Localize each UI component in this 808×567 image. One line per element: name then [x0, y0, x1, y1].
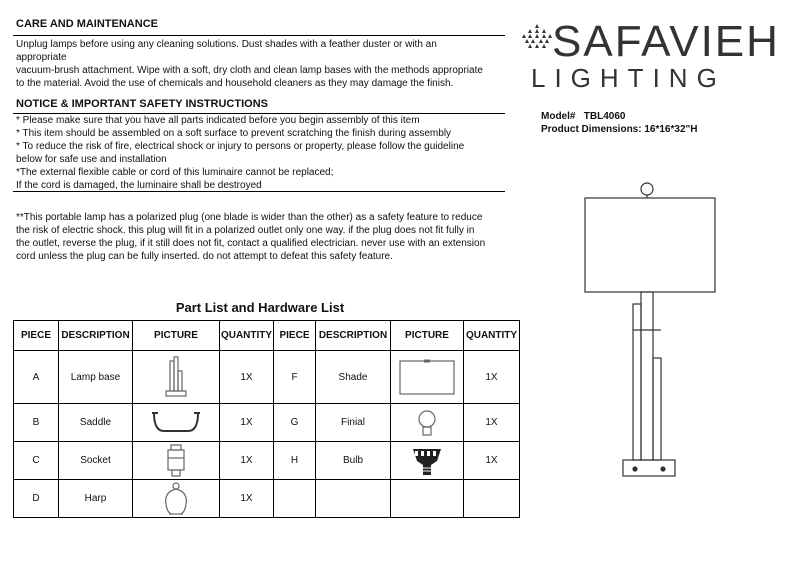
- bulb-icon: [410, 445, 444, 477]
- parts-table: [13, 320, 520, 518]
- plug-line: the risk of electric shock. this plug will fit in a polarized outlet only one way. if the plug does not fit fully in: [16, 225, 475, 236]
- care-line: to the material. Avoid the use of chemicals and household cleaners as they may damage the finish.: [16, 78, 454, 89]
- piece-cell: D: [14, 480, 59, 518]
- safety-line: *The external flexible cable or cord of this luminaire cannot be replaced;: [16, 167, 334, 178]
- safety-text: [16, 114, 464, 192]
- plug-line: the outlet, reverse the plug, if it still does not fit, contact a qualified electrician. never use with an extension: [16, 238, 486, 249]
- piece-cell: [274, 480, 316, 518]
- quantity-cell: 1X: [220, 404, 274, 442]
- picture-cell: [391, 480, 464, 518]
- description-cell: Saddle: [59, 404, 133, 442]
- table-row: [14, 480, 520, 518]
- lamp-drawing: [575, 180, 725, 480]
- table-header-row: [14, 321, 520, 351]
- col-header: QUANTITY: [220, 321, 274, 351]
- picture-cell: [133, 351, 220, 404]
- piece-cell: B: [14, 404, 59, 442]
- description-cell: [316, 480, 391, 518]
- picture-cell: [133, 404, 220, 442]
- col-header: PIECE: [274, 321, 316, 351]
- description-cell: Bulb: [316, 442, 391, 480]
- col-header: PIECE: [14, 321, 59, 351]
- model-label: Model#: [541, 111, 576, 122]
- col-header: PICTURE: [391, 321, 464, 351]
- harp-icon: [161, 482, 191, 516]
- description-cell: Lamp base: [59, 351, 133, 404]
- quantity-cell: [464, 480, 520, 518]
- quantity-cell: 1X: [464, 404, 520, 442]
- brand-name: SAFAVIEH: [552, 17, 780, 66]
- col-header: QUANTITY: [464, 321, 520, 351]
- care-text: [16, 38, 483, 90]
- plug-line: cord unless the plug can be fully inserted. do not attempt to defeat this safety feature.: [16, 251, 393, 262]
- description-cell: Socket: [59, 442, 133, 480]
- quantity-cell: 1X: [220, 351, 274, 404]
- dims-label: Product Dimensions:: [541, 124, 642, 135]
- product-dimensions: [541, 124, 697, 135]
- lamp-column-drawing: [653, 358, 661, 460]
- model-number: [541, 111, 625, 122]
- quantity-cell: 1X: [220, 442, 274, 480]
- piece-cell: H: [274, 442, 316, 480]
- safety-line: * Please make sure that you have all parts indicated before you begin assembly of this item: [16, 115, 420, 126]
- care-line: vacuum-brush attachment. Wipe with a soft, dry cloth and clean lamp bases with the methods appropriate: [16, 65, 483, 76]
- table-row: [14, 442, 520, 480]
- table-row: [14, 351, 520, 404]
- col-header: DESCRIPTION: [316, 321, 391, 351]
- dims-value: 16*16*32"H: [644, 124, 698, 135]
- table-row: [14, 404, 520, 442]
- quantity-cell: 1X: [220, 480, 274, 518]
- saddle-icon: [150, 409, 202, 437]
- safety-heading: NOTICE & IMPORTANT SAFETY INSTRUCTIONS: [16, 98, 268, 110]
- picture-cell: [133, 442, 220, 480]
- quantity-cell: 1X: [464, 351, 520, 404]
- brand-sub: LIGHTING: [531, 63, 726, 93]
- divider: [13, 191, 505, 192]
- safety-line: below for safe use and installation: [16, 154, 167, 165]
- divider: [13, 35, 505, 36]
- care-heading: CARE AND MAINTENANCE: [16, 18, 158, 30]
- picture-cell: [391, 351, 464, 404]
- care-line: Unplug lamps before using any cleaning solutions. Dust shades with a feather duster or with an: [16, 39, 437, 50]
- lamp-column-drawing: [641, 292, 653, 460]
- piece-cell: G: [274, 404, 316, 442]
- lamp-base-icon: [156, 355, 196, 399]
- safety-line: * To reduce the risk of fire, electrical shock or injury to persons or property, please follow the guideline: [16, 141, 465, 152]
- picture-cell: [133, 480, 220, 518]
- quantity-cell: 1X: [464, 442, 520, 480]
- finial-icon: [415, 408, 439, 438]
- safety-line: If the cord is damaged, the luminaire shall be destroyed: [16, 180, 262, 191]
- description-cell: Shade: [316, 351, 391, 404]
- picture-cell: [391, 442, 464, 480]
- piece-cell: A: [14, 351, 59, 404]
- care-line: appropriate: [16, 52, 67, 63]
- picture-cell: [391, 404, 464, 442]
- lamp-column-drawing: [633, 304, 641, 460]
- shade-drawing: [585, 198, 715, 292]
- shade-icon: [398, 357, 456, 397]
- description-cell: Finial: [316, 404, 391, 442]
- description-cell: Harp: [59, 480, 133, 518]
- plug-note: [16, 211, 485, 263]
- safety-line: * This item should be assembled on a soft surface to prevent scratching the finish during assembly: [16, 128, 452, 139]
- piece-cell: C: [14, 442, 59, 480]
- brand-chandelier-icon: [520, 22, 554, 52]
- model-value: TBL4060: [583, 111, 626, 122]
- plug-line: **This portable lamp has a polarized plug (one blade is wider than the other) as a safety feature to reduce: [16, 212, 483, 223]
- socket-icon: [163, 444, 189, 478]
- lamp-base-drawing: [623, 460, 675, 476]
- col-header: DESCRIPTION: [59, 321, 133, 351]
- parts-title: Part List and Hardware List: [175, 300, 345, 315]
- col-header: PICTURE: [133, 321, 220, 351]
- finial-drawing: [641, 183, 653, 195]
- piece-cell: F: [274, 351, 316, 404]
